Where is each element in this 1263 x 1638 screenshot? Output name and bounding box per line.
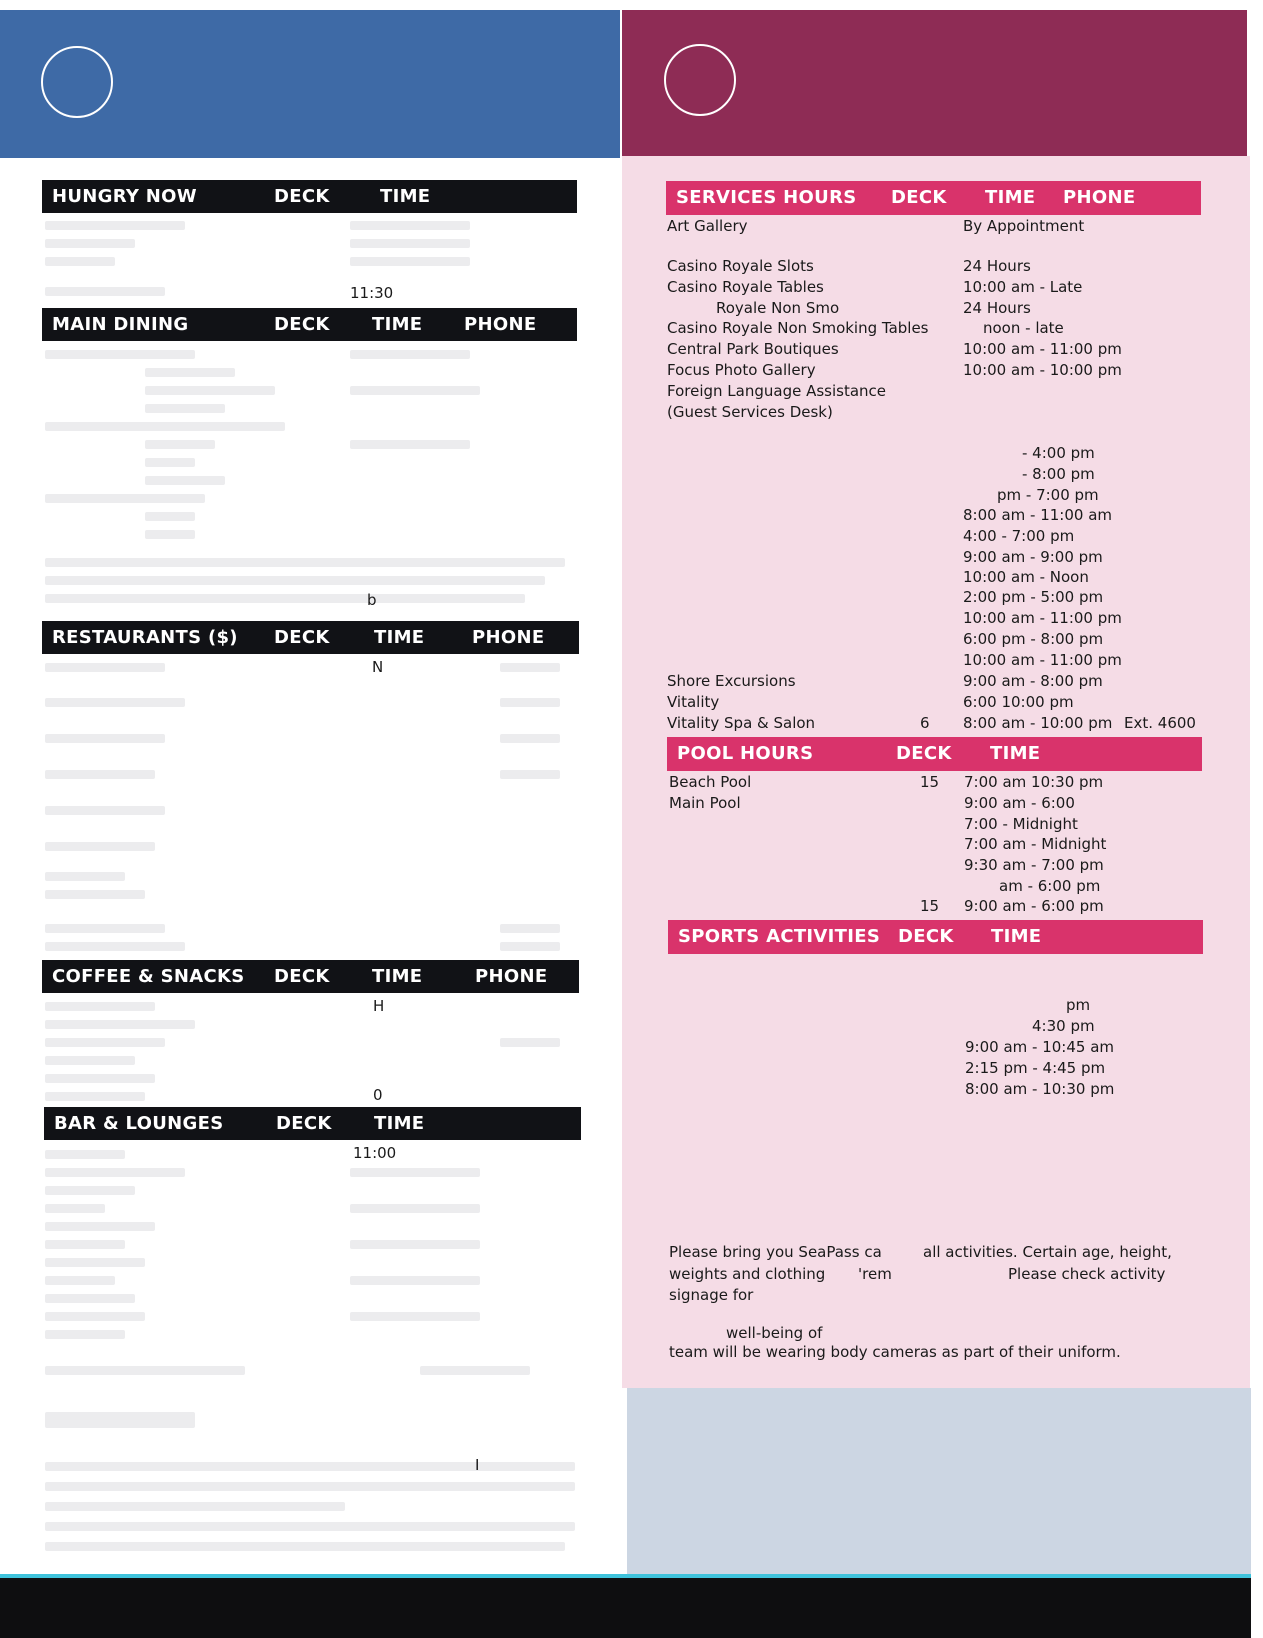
service-time: 10:00 am - 10:00 pm (963, 361, 1122, 379)
service-time: 2:00 pm - 5:00 pm (963, 588, 1104, 606)
restaurants-note: N (372, 658, 384, 676)
deck-header: DECK (274, 314, 330, 335)
service-time: noon - late (983, 319, 1064, 337)
service-phone: Ext. 4600 (1124, 714, 1196, 732)
deck-header: DECK (891, 187, 947, 208)
notice-line-4: well-being of (726, 1324, 823, 1342)
services-hours-header (666, 181, 1201, 215)
notice-line-3: signage for (669, 1286, 754, 1304)
service-name: Vitality (667, 693, 720, 711)
pool-deck: 15 (920, 897, 940, 915)
deck-header: DECK (898, 926, 954, 947)
deck-header: DECK (896, 743, 952, 764)
notice-line-5: team will be wearing body cameras as part of their uniform. (669, 1343, 1121, 1361)
time-header: TIME (380, 186, 431, 207)
service-name: Art Gallery (667, 217, 748, 235)
service-time: 8:00 am - 10:00 pm (963, 714, 1113, 732)
deck-header: DECK (274, 186, 330, 207)
circle-icon (664, 44, 736, 116)
time-header: TIME (372, 966, 423, 987)
notice-line-1b: all activities. Certain age, height, (923, 1243, 1172, 1261)
deck-header: DECK (274, 627, 330, 648)
circle-icon (41, 46, 113, 118)
sports-time: 4:30 pm (1032, 1017, 1095, 1035)
service-name: Vitality Spa & Salon (667, 714, 816, 732)
pool-time: 9:00 am - 6:00 (964, 794, 1075, 812)
service-time: 6:00 pm - 8:00 pm (963, 630, 1104, 648)
pool-name: Beach Pool (669, 773, 752, 791)
header-left-band (0, 10, 620, 158)
service-time: - 8:00 pm (1022, 465, 1095, 483)
section-title: HUNGRY NOW (52, 186, 197, 207)
header-right-band (622, 10, 1247, 156)
sports-time: 8:00 am - 10:30 pm (965, 1080, 1115, 1098)
time-header: TIME (991, 926, 1042, 947)
pool-time: 7:00 am 10:30 pm (964, 773, 1104, 791)
notice-line-1a: Please bring you SeaPass ca (669, 1243, 882, 1261)
section-title: POOL HOURS (677, 743, 814, 764)
sports-activities-header (668, 920, 1203, 954)
sports-time: 9:00 am - 10:45 am (965, 1038, 1115, 1056)
time-header: TIME (374, 1113, 425, 1134)
service-name: Casino Royale Tables (667, 278, 824, 296)
pool-hours-header (667, 737, 1202, 771)
hungry-now-time: 11:30 (350, 284, 394, 302)
time-header: TIME (985, 187, 1036, 208)
time-header: TIME (374, 627, 425, 648)
bar-lounges-time: 11:00 (353, 1144, 397, 1162)
pool-time: 9:30 am - 7:00 pm (964, 856, 1104, 874)
service-deck: 6 (920, 714, 930, 732)
service-name: Casino Royale Non Smoking Tables (667, 319, 929, 337)
deck-header: DECK (276, 1113, 332, 1134)
pool-name: Main Pool (669, 794, 741, 812)
notice-line-2b: 'rem (858, 1265, 892, 1283)
service-time: 8:00 am - 11:00 am (963, 506, 1113, 524)
service-time: 10:00 am - Noon (963, 568, 1089, 586)
service-time: pm - 7:00 pm (997, 486, 1099, 504)
service-time: 10:00 am - 11:00 pm (963, 651, 1122, 669)
section-title: SPORTS ACTIVITIES (678, 926, 881, 947)
service-time: 24 Hours (963, 257, 1031, 275)
phone-header: PHONE (475, 966, 548, 987)
coffee-note-1: H (373, 997, 385, 1015)
sports-time: pm (1066, 996, 1091, 1014)
service-time: 4:00 - 7:00 pm (963, 527, 1075, 545)
phone-header: PHONE (464, 314, 537, 335)
service-time: - 4:00 pm (1022, 444, 1095, 462)
phone-header: PHONE (472, 627, 545, 648)
sports-time: 2:15 pm - 4:45 pm (965, 1059, 1106, 1077)
service-time: 10:00 am - 11:00 pm (963, 340, 1122, 358)
service-name: Shore Excursions (667, 672, 796, 690)
section-title: RESTAURANTS ($) (52, 627, 238, 648)
pool-time: am - 6:00 pm (999, 877, 1101, 895)
service-name: (Guest Services Desk) (667, 403, 833, 421)
time-header: TIME (372, 314, 423, 335)
service-time: 10:00 am - Late (963, 278, 1083, 296)
coffee-note-2: 0 (373, 1086, 383, 1104)
info-panel (627, 1388, 1251, 1574)
service-time: 10:00 am - 11:00 pm (963, 609, 1122, 627)
pool-time: 7:00 am - Midnight (964, 835, 1107, 853)
section-title: BAR & LOUNGES (54, 1113, 224, 1134)
main-dining-header (42, 308, 577, 341)
notice-line-2a: weights and clothing (669, 1265, 826, 1283)
service-time: 9:00 am - 9:00 pm (963, 548, 1103, 566)
service-time: 24 Hours (963, 299, 1031, 317)
section-title: SERVICES HOURS (676, 187, 857, 208)
section-title: MAIN DINING (52, 314, 189, 335)
service-name: Casino Royale Slots (667, 257, 814, 275)
deck-header: DECK (274, 966, 330, 987)
time-header: TIME (990, 743, 1041, 764)
service-name: Central Park Boutiques (667, 340, 839, 358)
stray-mark: I (475, 1456, 480, 1474)
service-name: Focus Photo Gallery (667, 361, 816, 379)
footer-bar (0, 1578, 1251, 1638)
service-time: 9:00 am - 8:00 pm (963, 672, 1103, 690)
bar-lounges-header (44, 1107, 581, 1140)
pool-deck: 15 (920, 773, 940, 791)
service-name: Royale Non Smo (716, 299, 840, 317)
main-dining-note: b (367, 591, 377, 609)
service-time: 6:00 10:00 pm (963, 693, 1074, 711)
section-title: COFFEE & SNACKS (52, 966, 245, 987)
service-time: By Appointment (963, 217, 1085, 235)
service-name: Foreign Language Assistance (667, 382, 887, 400)
phone-header: PHONE (1063, 187, 1136, 208)
hungry-now-header (42, 180, 577, 213)
notice-line-2c: Please check activity (1008, 1265, 1166, 1283)
restaurants-header (42, 621, 579, 654)
coffee-snacks-header (42, 960, 579, 993)
pool-time: 9:00 am - 6:00 pm (964, 897, 1104, 915)
pool-time: 7:00 - Midnight (964, 815, 1078, 833)
